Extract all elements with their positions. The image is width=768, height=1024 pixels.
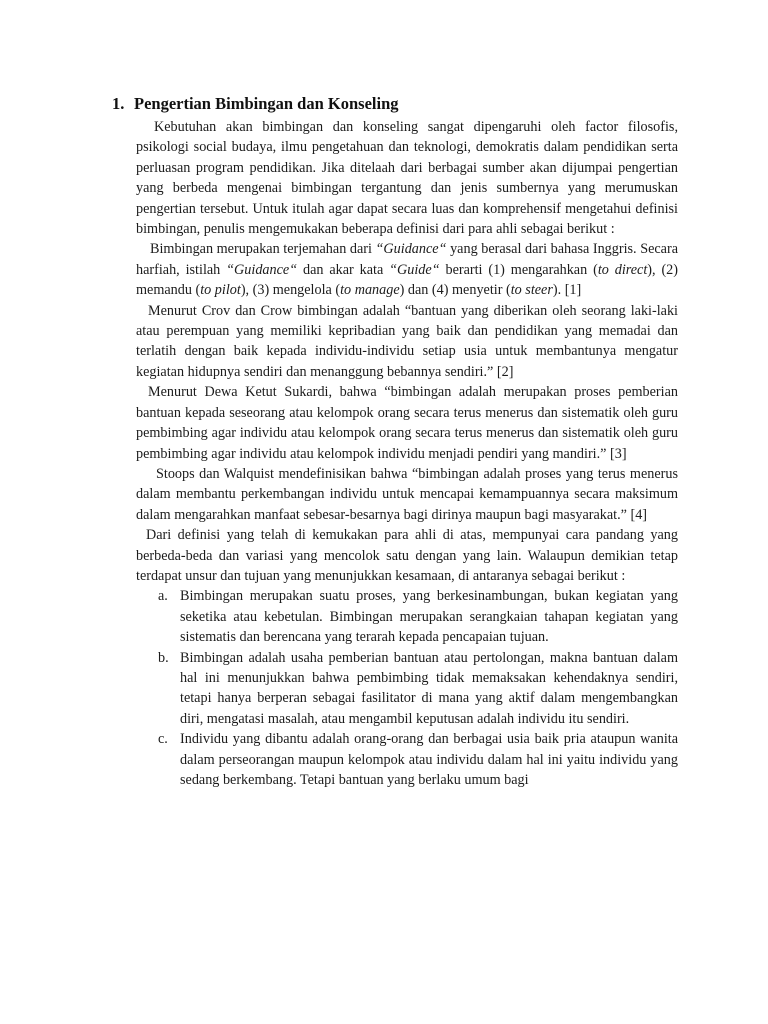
text-segment: ) dan (4) menyetir ( xyxy=(399,282,511,299)
document-body xyxy=(136,117,678,790)
list-item-text: Bimbingan adalah usaha pemberian bantuan atau pertolongan, makna bantuan dalam hal ini menunjukkan bahwa pembimbing tidak memaksakan kehendaknya sendiri, tetapi hanya berperan sebagai fasilitator di mana yang aktif dalam mengembangkan diri, mengatasi masalah, atau mengambil keputusan adalah individu itu sendiri. xyxy=(180,649,678,727)
term-to-manage: to manage xyxy=(340,282,400,299)
term-guide: “Guide“ xyxy=(389,261,440,278)
term-to-pilot: to pilot xyxy=(200,282,241,299)
text-segment: berarti (1) mengarahkan ( xyxy=(439,261,598,278)
list-item xyxy=(136,648,678,730)
list-item-text: Bimbingan merupakan suatu proses, yang berkesinambungan, bukan kegiatan yang seketika atau kebetulan. Bimbingan merupakan serangkaian tahapan kegiatan yang sistematis dan berencana yang terarah kepada pencapaian tujuan. xyxy=(180,588,678,646)
term-guidance: “Guidance“ xyxy=(226,261,298,278)
text-segment: dan akar kata xyxy=(297,261,390,278)
text-segment: ), (3) mengelola ( xyxy=(240,282,341,299)
list-item-text: Individu yang dibantu adalah orang-orang dan berbagai usia baik pria ataupun wanita dalam perseorangan maupun kelompok atau individu dalam hal ini yaitu individu yang sedang berkembang. Tetapi bantuan yang berlaku umum bagi xyxy=(180,731,678,788)
paragraph-crow-definition: Menurut Crov dan Crow bimbingan adalah “bantuan yang diberikan oleh seorang laki-laki atau perempuan yang memiliki kepribadian yang baik dan pendidikan yang memadai dan terlatih dengan baik kepada individu-individu setiap usia untuk membantunya mengatur kegiatan hidupnya sendiri dan menanggung bebannya sendiri.” [2] xyxy=(136,302,678,380)
text-segment: ). [1] xyxy=(552,282,582,299)
paragraph-summary: Dari definisi yang telah di kemukakan para ahli di atas, mempunyai cara pandang yang berbeda-beda dan variasi yang mencolok satu dengan yang lain. Walaupun demikian tetap terdapat unsur dan tujuan yang menunjukkan kesamaan, di antaranya sebagai berikut : xyxy=(136,527,678,584)
text-segment: ), (2) memandu ( xyxy=(136,261,678,299)
paragraph-stoops-definition: Stoops dan Walquist mendefinisikan bahwa “bimbingan adalah proses yang terus menerus dalam membantu perkembangan individu untuk mencapai kemampuannya secara maksimum dalam mengarahkan manfaat sebesar-besarnya bagi dirinya maupun bagi masyarakat.” [4] xyxy=(136,465,678,523)
paragraph-guidance-definition xyxy=(136,239,678,300)
list-marker: c. xyxy=(158,731,168,748)
term-guidance: “Guidance“ xyxy=(375,241,447,258)
list-item xyxy=(136,729,678,790)
list-marker: b. xyxy=(158,649,169,666)
list-item xyxy=(136,586,678,647)
section-heading xyxy=(112,94,399,114)
paragraph-intro: Kebutuhan akan bimbingan dan konseling sangat dipengaruhi oleh factor filosofis, psikologi social budaya, ilmu pengetahuan dan teknologi, demokratis dalam pendidikan serta perluasan program pendidikan. Jika ditelaah dari berbagai sumber akan dijumpai pengertian yang berbeda mengenai bimbingan tergantung dan jenis sumbernya yang merumuskan pengertian tersebut. Untuk itulah agar dapat secara luas dan komprehensif mengetahui definisi bimbingan, penulis mengemukakan beberapa definisi dari para ahli sebagai berikut : xyxy=(136,119,678,238)
characteristics-list xyxy=(136,586,678,790)
text-segment: Bimbingan merupakan terjemahan dari xyxy=(150,241,376,258)
term-to-direct: to direct xyxy=(597,261,648,278)
term-to-steer: to steer xyxy=(510,282,553,299)
section-number: 1. xyxy=(112,94,125,113)
paragraph-sukardi-definition: Menurut Dewa Ketut Sukardi, bahwa “bimbingan adalah merupakan proses pemberian bantuan kepada seseorang atau kelompok orang secara terus menerus dan sistematik oleh guru pembimbing agar individu atau kelompok orang secara terus menerus dan sistematik oleh guru pembimbing agar individu atau kelompok individu menjadi pendiri yang mandiri.” [3] xyxy=(136,384,678,462)
section-title: Pengertian Bimbingan dan Konseling xyxy=(134,94,399,113)
list-marker: a. xyxy=(158,588,168,605)
text-segment: yang berasal dari bahasa Inggris. Secara harfiah, istilah xyxy=(136,241,678,278)
